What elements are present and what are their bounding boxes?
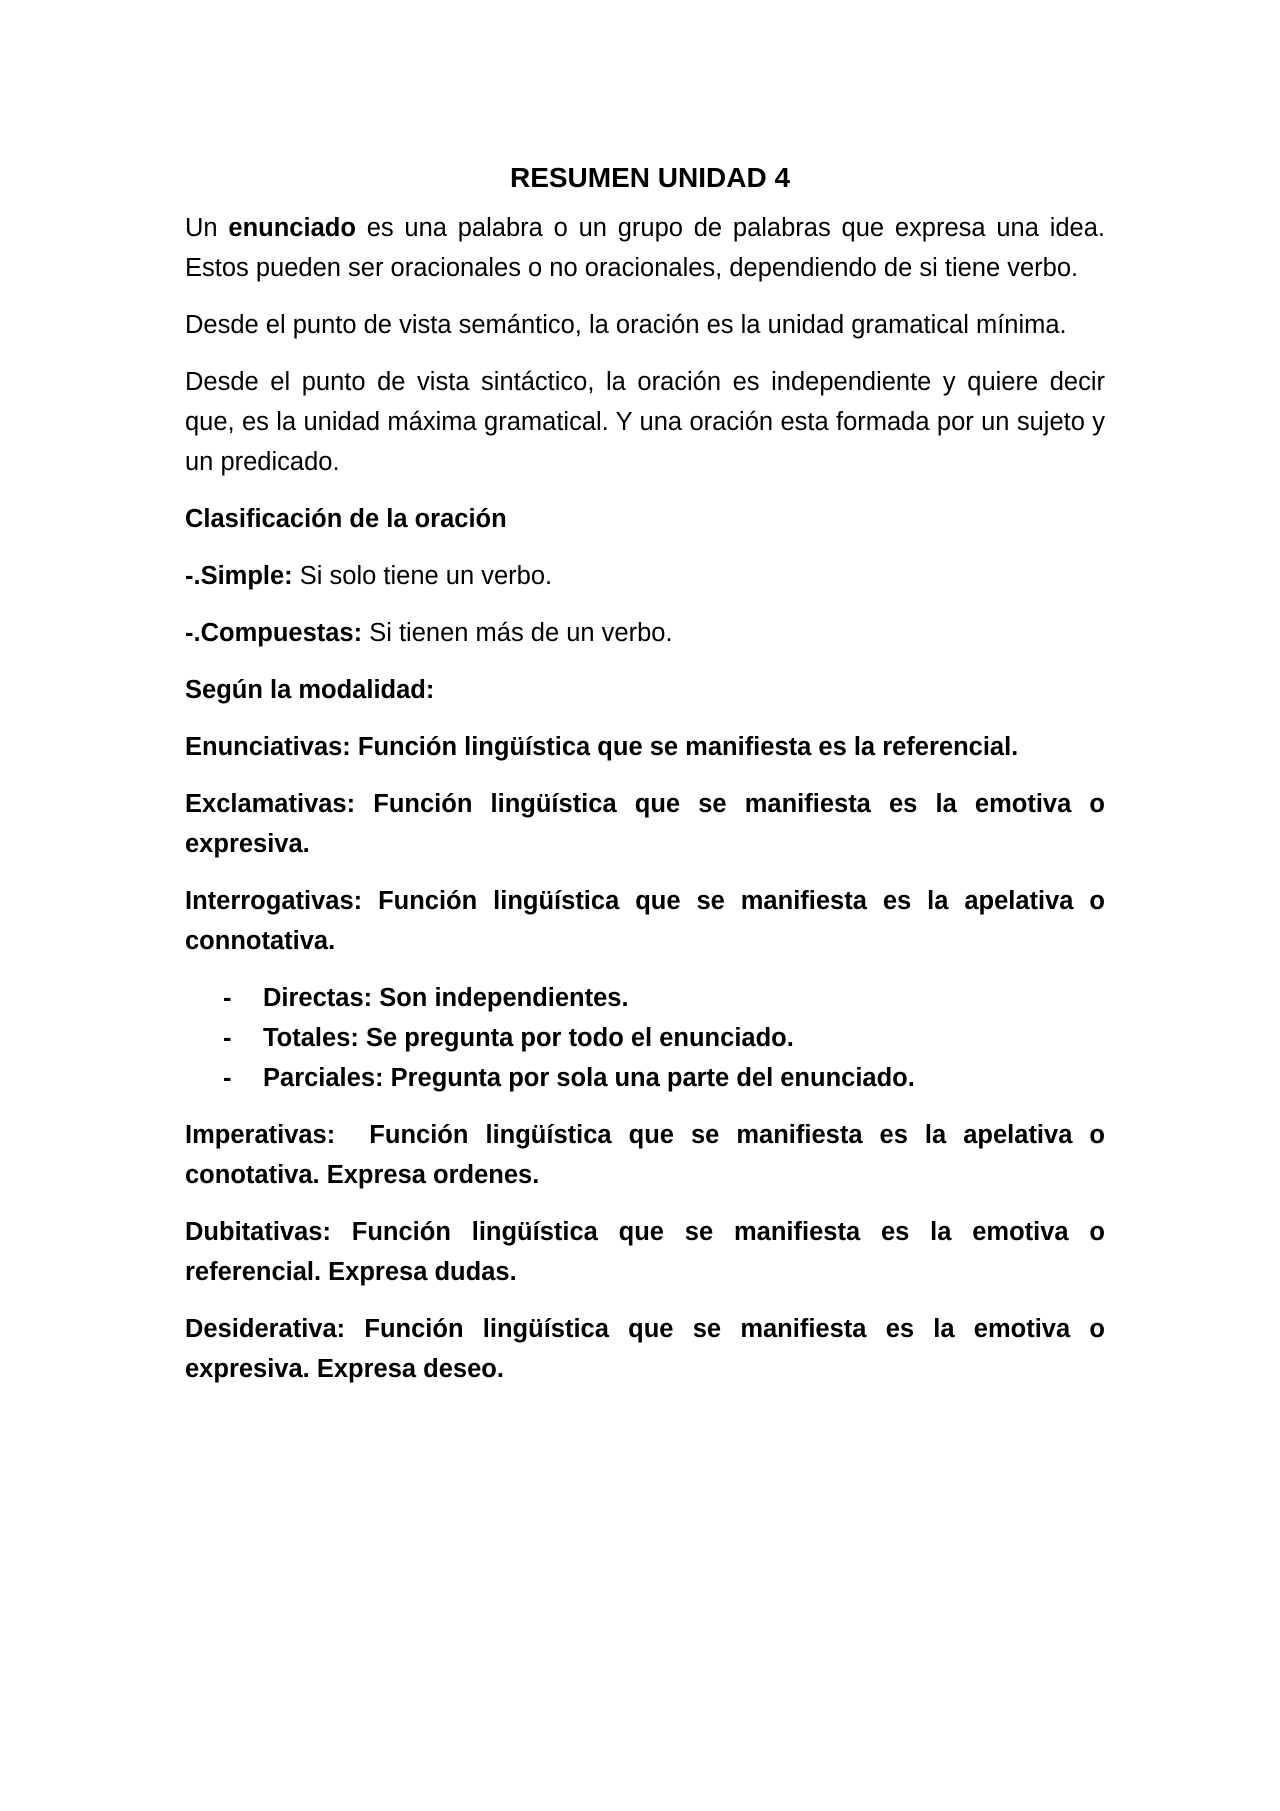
intro-paragraph: [185, 208, 1105, 288]
exclamativas-paragraph: Exclamativas: Función lingüística que se manifiesta es la emotiva o expresiva.: [185, 790, 1105, 858]
imperativas-paragraph: Imperativas: Función lingüística que se manifiesta es la apelativa o conotativa. Expresa ordenes.: [185, 1121, 1113, 1189]
classification-heading: Clasificación de la oración: [185, 505, 507, 533]
simple-label: -.Simple:: [185, 562, 293, 590]
document-page: [185, 150, 1113, 1406]
list-item-text: Totales: Se pregunta por todo el enunciado.: [263, 1024, 794, 1052]
interrogativas-paragraph: Interrogativas: Función lingüística que se manifiesta es la apelativa o connotativa.: [185, 887, 1105, 955]
semantic-paragraph: Desde el punto de vista semántico, la oración es la unidad gramatical mínima.: [185, 311, 1067, 339]
syntactic-paragraph: Desde el punto de vista sintáctico, la oración es independiente y quiere decir que, es la unidad máxima gramatical. Y una oración esta formada por un sujeto y un predicado.: [185, 368, 1105, 476]
list-item: [185, 1018, 1105, 1058]
interrogative-types-list: [185, 978, 1105, 1098]
dash-bullet: -: [223, 1024, 232, 1052]
dubitativas-paragraph: Dubitativas: Función lingüística que se manifiesta es la emotiva o referencial. Expresa dudas.: [185, 1218, 1105, 1286]
compound-label: -.Compuestas:: [185, 619, 363, 647]
intro-bold-term: enunciado: [228, 214, 356, 242]
enunciativas-paragraph: Enunciativas: Función lingüística que se manifiesta es la referencial.: [185, 733, 1019, 761]
desiderativa-paragraph: Desiderativa: Función lingüística que se manifiesta es la emotiva o expresiva. Expresa deseo.: [185, 1315, 1105, 1383]
list-item-text: Directas: Son independientes.: [263, 984, 629, 1012]
intro-lead: Un: [185, 214, 229, 242]
simple-text: Si solo tiene un verbo.: [292, 562, 553, 590]
compound-text: Si tienen más de un verbo.: [362, 619, 673, 647]
intro-rest: es una palabra o un grupo de palabras que expresa una idea. Estos pueden ser oracionales o no oracionales, dependiendo de si tiene verbo.: [185, 214, 1105, 282]
dash-bullet: -: [223, 984, 232, 1012]
list-item: [185, 978, 1105, 1018]
list-item-text: Parciales: Pregunta por sola una parte del enunciado.: [263, 1064, 915, 1092]
page-title: RESUMEN UNIDAD 4: [509, 162, 791, 193]
list-item: [185, 1058, 1105, 1098]
dash-bullet: -: [223, 1064, 232, 1092]
compound-item: [185, 613, 1105, 653]
modality-heading: Según la modalidad:: [185, 676, 435, 704]
simple-item: [185, 556, 1105, 596]
